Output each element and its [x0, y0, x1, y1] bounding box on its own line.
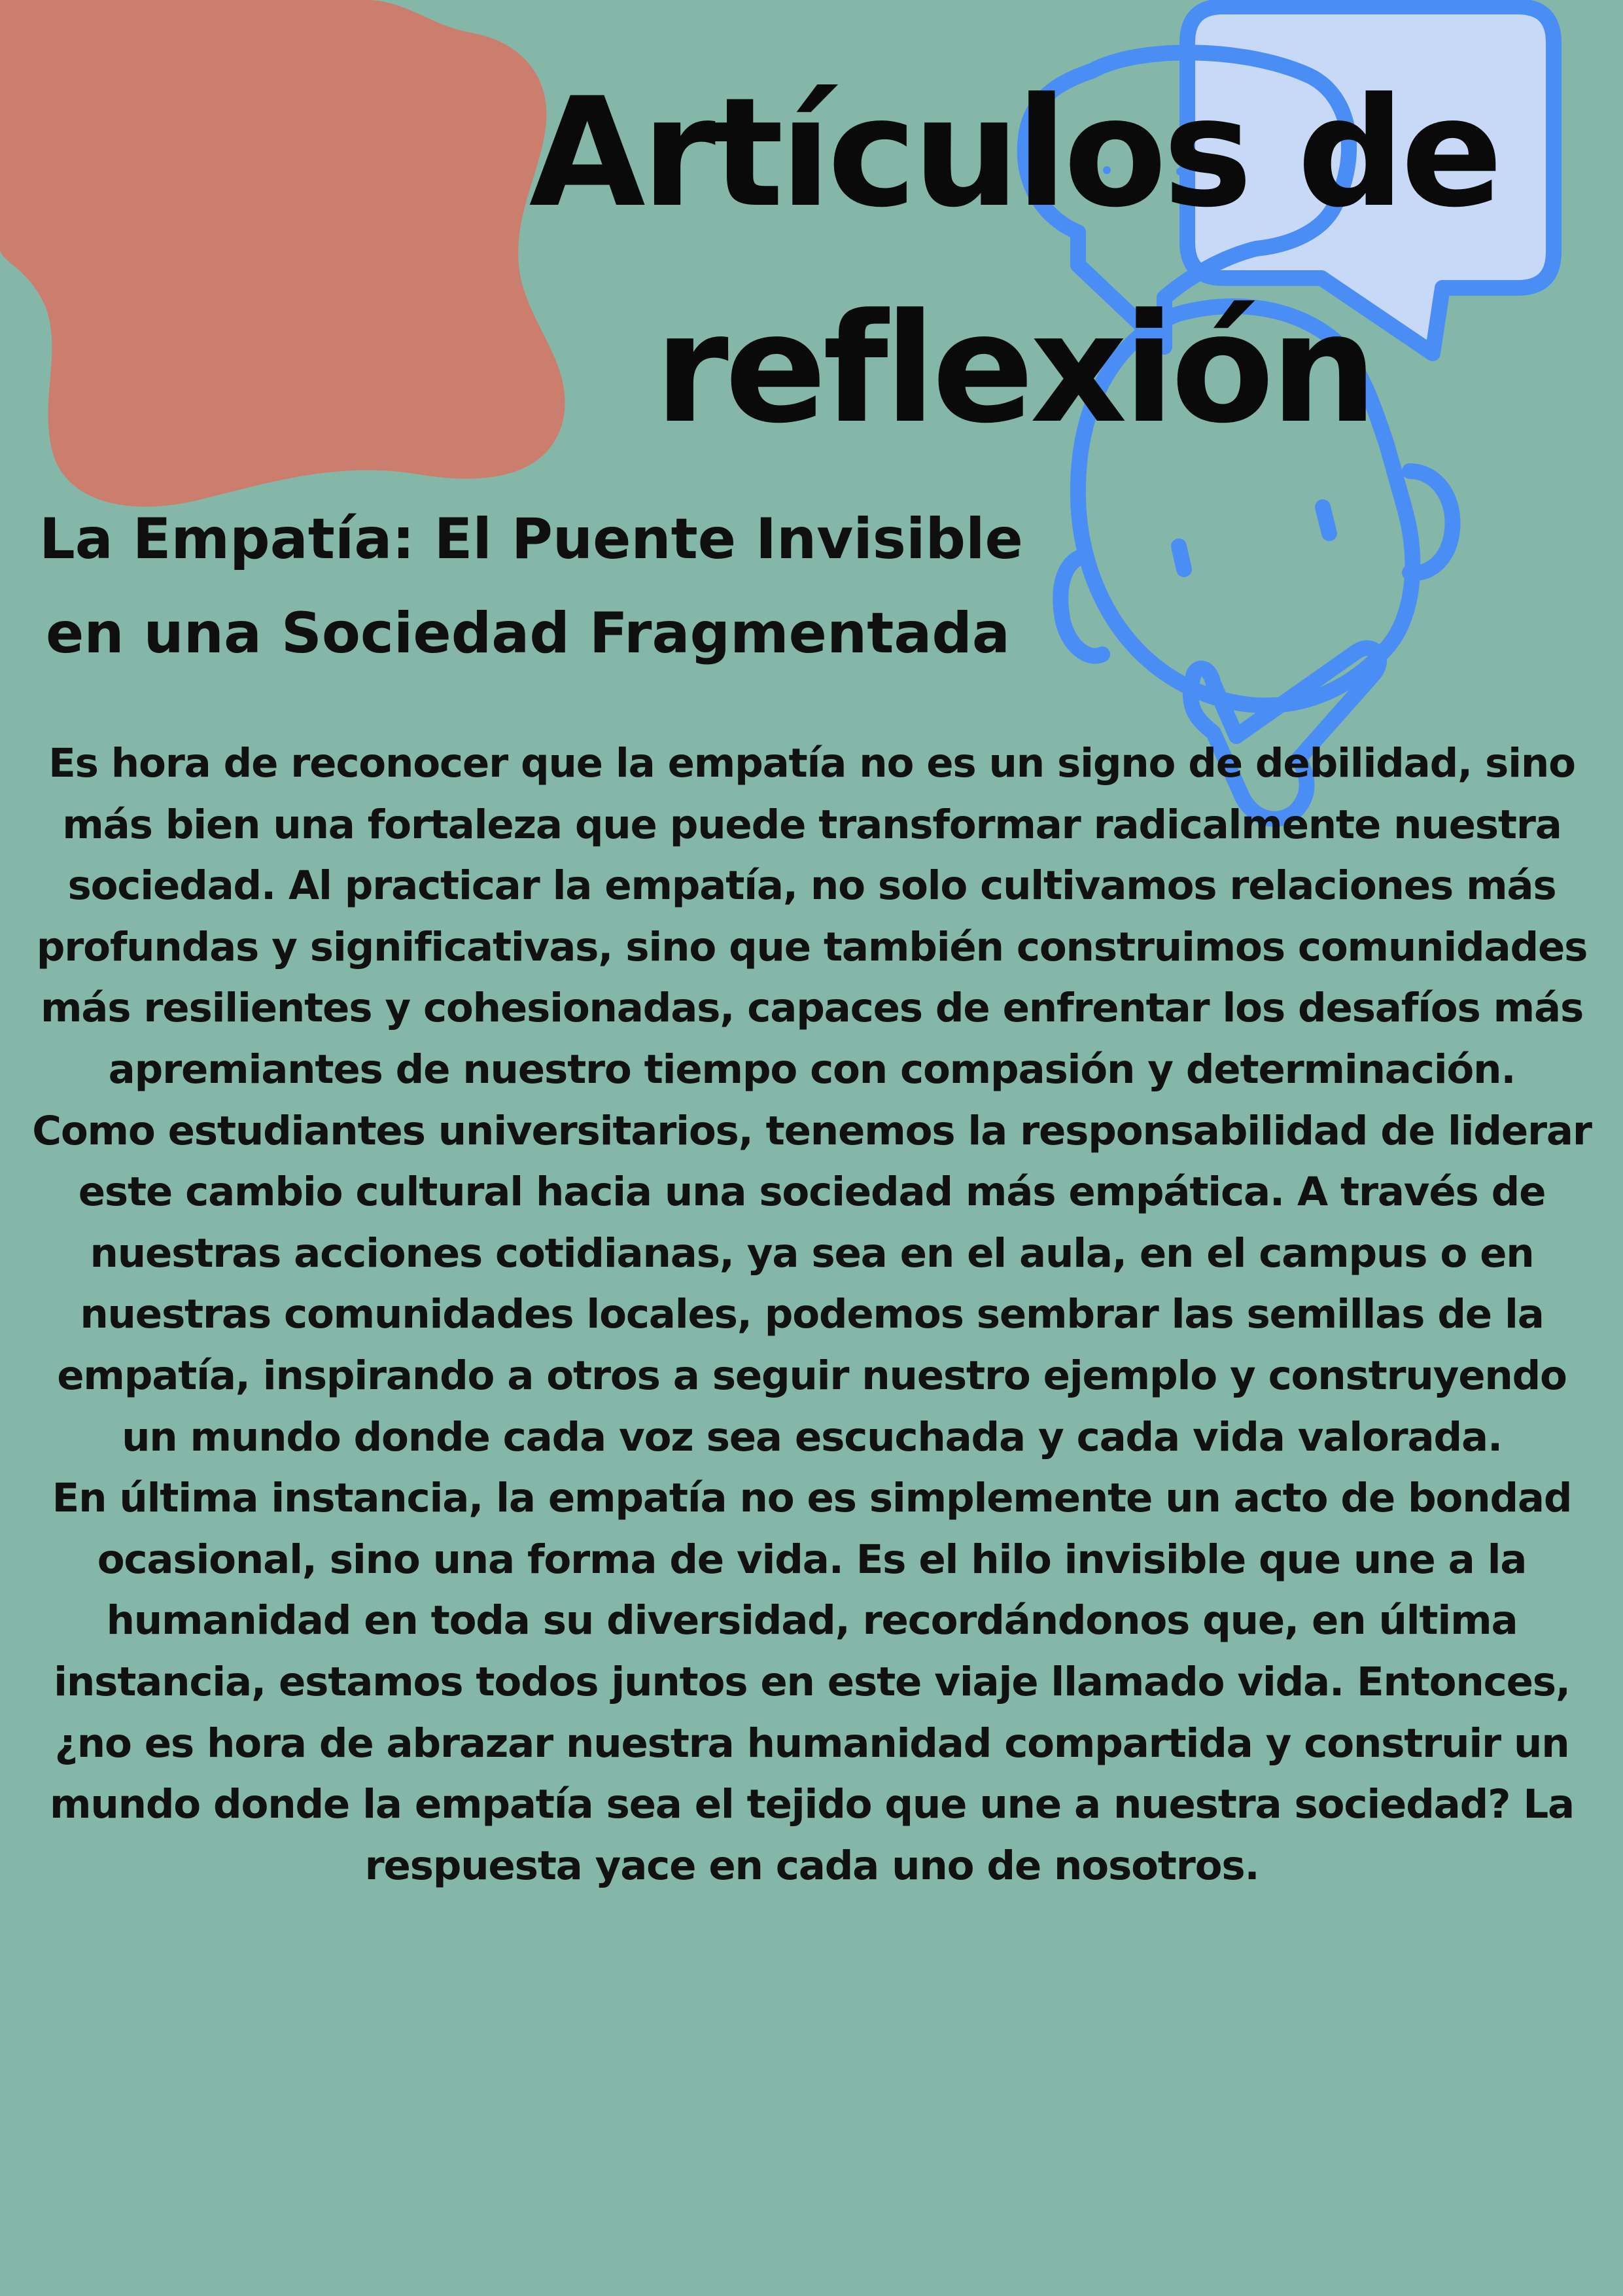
body-paragraph: Es hora de reconocer que la empatía no es un signo de debilidad, sino más bien una fortaleza que puede transformar radicalmente nuestra sociedad. Al practicar la empatía, no solo cultivamos relaciones más profundas y significativas, sino que también construimos comunidades más resilientes y cohesionadas, capaces de enfrentar los desafíos más apremiantes de nuestro tiempo con compasión y determinación. [36, 740, 1588, 1093]
title-line-2: reflexión [654, 282, 1374, 457]
blob-shape [0, 0, 565, 506]
eye-left-icon [1179, 546, 1184, 569]
article-subtitle [39, 492, 1112, 680]
title-line-1: Artículos de [529, 66, 1499, 241]
coral-blob-decoration [0, 0, 589, 523]
subtitle-line-2: en una Sociedad Fragmentada [46, 601, 1010, 666]
eye-right-icon [1323, 507, 1329, 533]
subtitle-line-1: La Empatía: El Puente Invisible [39, 506, 1023, 572]
body-paragraph: En última instancia, la empatía no es simplemente un acto de bondad ocasional, sino una forma de vida. Es el hilo invisible que une a la humanidad en toda su diversidad, recordándonos que, en última instancia, estamos todos juntos en este viaje llamado vida. Entonces, ¿no es hora de abrazar nuestra humanidad compartida y construir un mundo donde la empatía sea el tejido que une a nuestra sociedad? La respuesta yace en cada uno de nosotros. [50, 1475, 1574, 1889]
body-paragraph: Como estudiantes universitarios, tenemos la responsabilidad de liderar este cambio cultural hacia una sociedad más empática. A través de nuestras acciones cotidianas, ya sea en el aula, en el campus o en nuestras comunidades locales, podemos sembrar las semillas de la empatía, inspirando a otros a seguir nuestro ejemplo y construyendo un mundo donde cada voz sea escuchada y cada vida valorada. [32, 1107, 1592, 1460]
article-body [24, 733, 1600, 1896]
page-title [510, 46, 1518, 478]
